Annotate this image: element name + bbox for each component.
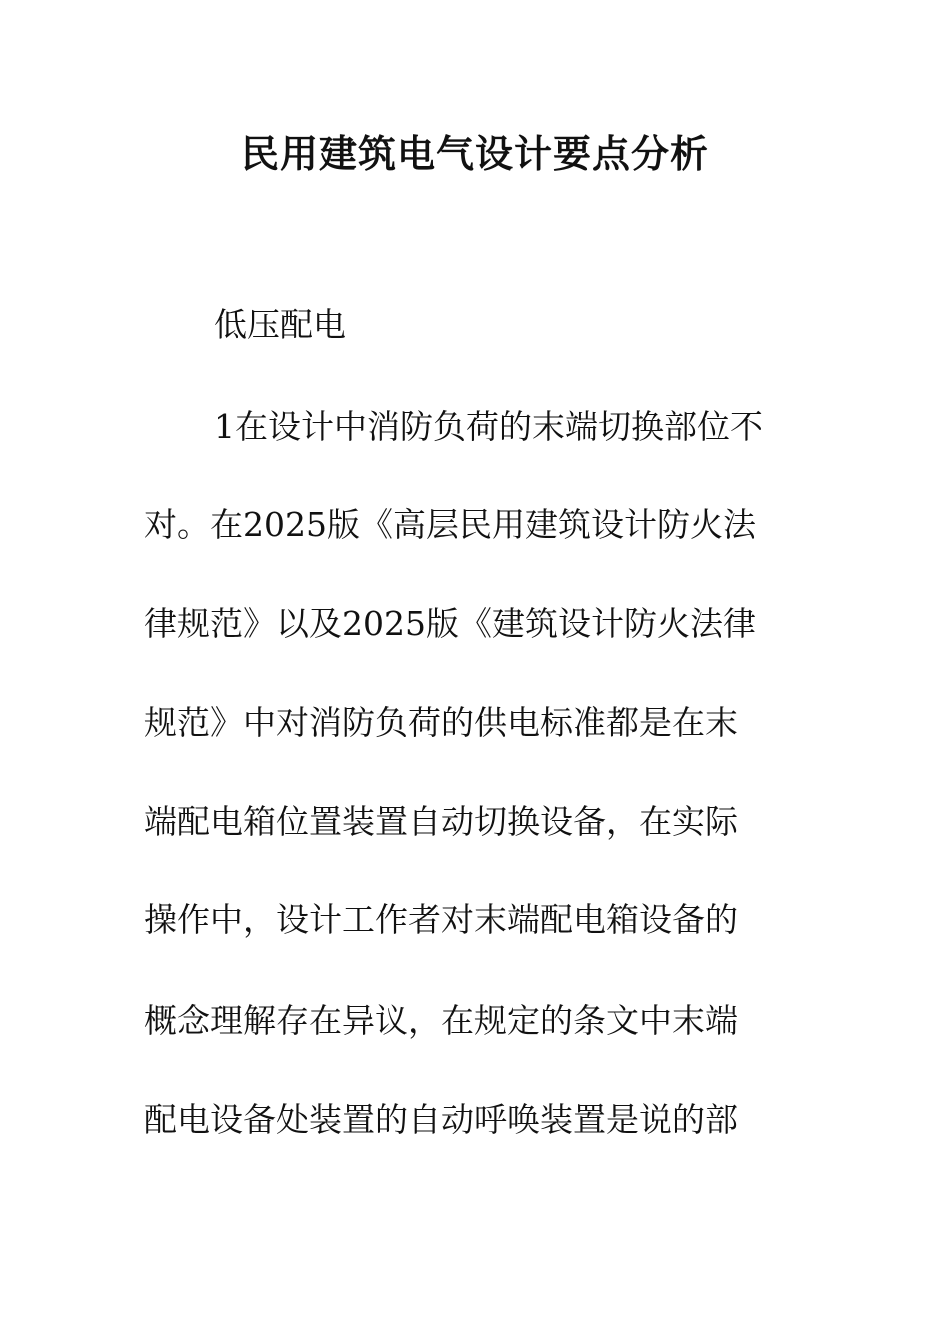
paragraph-line: 规范》中对消防负荷的供电标准都是在末 <box>144 703 738 742</box>
paragraph-line: 1在设计中消防负荷的末端切换部位不 <box>214 407 763 446</box>
paragraph-line: 对。在2025版《高层民用建筑设计防火法 <box>144 505 756 544</box>
paragraph-line: 配电设备处装置的自动呼唤装置是说的部 <box>144 1100 738 1139</box>
paragraph-line: 概念理解存在异议，在规定的条文中末端 <box>144 1001 738 1040</box>
paragraph-line: 操作中，设计工作者对末端配电箱设备的 <box>144 900 738 939</box>
paragraph-line: 端配电箱位置装置自动切换设备，在实际 <box>144 802 738 841</box>
paragraph-line: 律规范》以及2025版《建筑设计防火法律 <box>144 604 756 643</box>
section-heading: 低压配电 <box>214 305 346 344</box>
document-title: 民用建筑电气设计要点分析 <box>240 132 709 176</box>
